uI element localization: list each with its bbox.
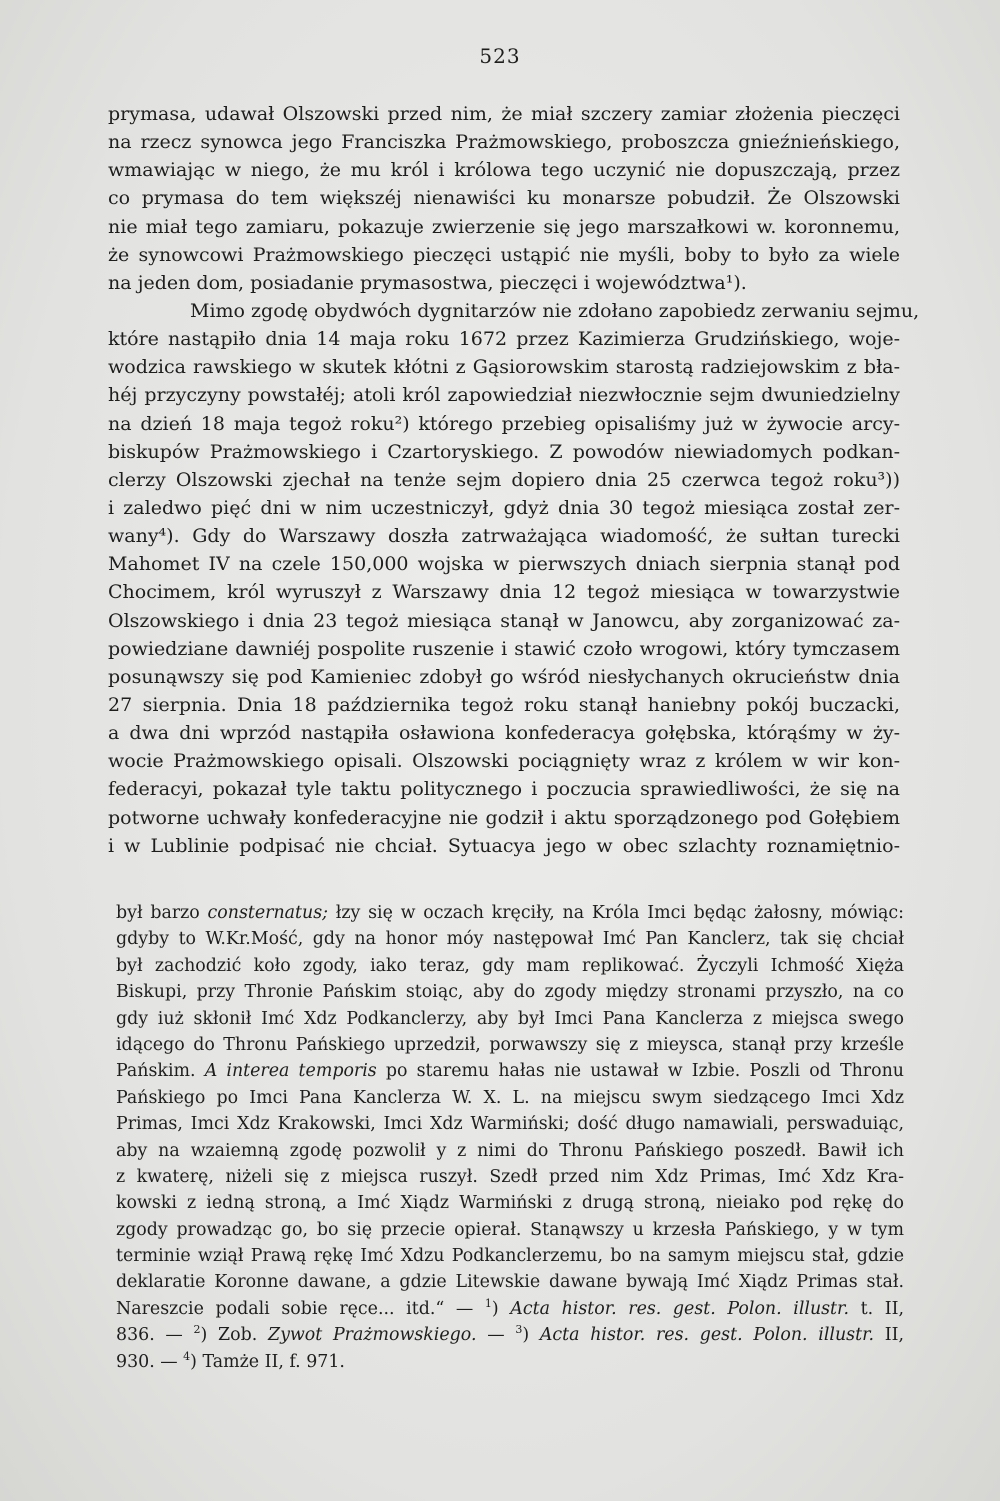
text-line: federacyi, pokazał tyle taktu politycznego i poczucia sprawiedliwości, że się na [108, 778, 900, 801]
footnote-text: 836. — [116, 1325, 194, 1346]
footnote-text: ) [491, 1298, 511, 1319]
footnote-line: Biskupi, przy Thronie Pańskim stoiąc, aby do zgody między stronami przyszło, na co [116, 982, 904, 1003]
text-line: i zaledwo pięć dni w nim uczestniczył, gdyż dnia 30 tegoż miesiąca został zer- [108, 496, 900, 519]
text-line: prymasa, udawał Olszowski przed nim, że miał szczery zamiar złożenia pieczęci [108, 103, 900, 125]
text-line: że synowcowi Prażmowskiego pieczęci ustąpić nie myśli, boby to było za wiele [108, 243, 900, 266]
citation-italic: Zywot Prażmowskiego. [267, 1325, 477, 1346]
footnote-line: aby na wzaiemną zgodę pozwolił y z nimi do Thronu Pańskiego poszedł. Bawił ich [116, 1140, 904, 1161]
footnote-text: ) Tamże II, f. 971. [190, 1351, 345, 1372]
footnote-line: terminie wziął Prawą rękę Imć Xdzu Podkanclerzemu, bo na samym miejscu stał, gdzie [116, 1246, 904, 1267]
text-line: na rzecz synowca jego Franciszka Prażmowskiego, proboszcza gnieźnieńskiego, [108, 131, 900, 154]
footnote-line: z kwaterę, niżeli się z miejsca ruszył. Szedł przed nim Xdz Primas, Imć Xdz Kra- [116, 1166, 904, 1187]
text-line: co prymasa do tem większéj nienawiści ku monarsze pobudził. Że Olszowski [108, 187, 900, 210]
footnote-text: po staremu hałas nie ustawał w Izbie. Poszli od Thronu [376, 1061, 904, 1082]
text-line: na jeden dom, posiadanie prymasostwa, pieczęci i województwa¹). [108, 271, 747, 294]
text-line: héj przyczyny powstałéj; atoli król zapowiedział niezwłocznie sejm dwuniedzielny [108, 384, 900, 407]
footnote-marker: 2 [193, 1323, 201, 1337]
text-line: clerzy Olszowski zjechał na tenże sejm dopiero dnia 25 czerwca tegoż roku³)) [108, 468, 900, 491]
footnote-text: 930. — [116, 1351, 184, 1372]
footnote-marker: 4 [183, 1349, 191, 1363]
text-line: potworne uchwały konfederacyjne nie godził i aktu sporządzonego pod Gołębiem [108, 806, 900, 829]
footnote-line [116, 1349, 904, 1375]
footnote-line: gdy iuż skłonił Imć Xdz Podkanclerzy, aby był Imci Pana Kanclerza z miejsca swego [116, 1008, 904, 1029]
text-line: i w Lublinie podpisać nie chciał. Sytuacya jego w obec szlachty roznamiętnio- [108, 834, 900, 857]
footnote-text: ) Zob. [200, 1325, 268, 1346]
text-line: wodzica rawskiego w skutek kłótni z Gąsiorowskim starostą radziejowskim z bła- [108, 356, 900, 379]
footnote-line [116, 1296, 904, 1322]
text-line: posunąwszy się pod Kamieniec zdobył go wśród niesłychanych okrucieństw dnia [108, 665, 900, 688]
text-line: nie miał tego zamiaru, pokazuje zwierzenie się jego marszałkowi w. koronnemu, [108, 215, 900, 238]
footnote-line: kowski z iedną stroną, a Imć Xiądz Warmiński z drugą stroną, nieiako pod rękę do [116, 1193, 904, 1214]
text-line: wmawiając w niego, że mu król i królowa tego uczynić nie dopuszczają, przez [108, 159, 900, 182]
footnote-line [116, 1322, 904, 1348]
text-line: 27 sierpnia. Dnia 18 października tegoż roku stanął haniebny pokój buczacki, [108, 693, 900, 716]
footnote-italic: consternatus; [207, 903, 329, 923]
footnote-line [116, 900, 904, 926]
text-line: na dzień 18 maja tegoż roku²) którego przebieg opisaliśmy już w żywocie arcy- [108, 412, 900, 435]
footnote-text: ) [522, 1325, 540, 1346]
footnote-marker: 1 [484, 1297, 492, 1311]
text-line: Mahomet IV na czele 150,000 wojska w pierwszych dniach sierpnia stanął pod [108, 553, 900, 576]
text-line: Chocimem, król wyruszył z Warszawy dnia 12 tegoż miesiąca w towarzystwie [108, 581, 900, 604]
page-number: 523 [479, 44, 521, 68]
main-text [108, 100, 920, 860]
footnote-line: Primas, Imci Xdz Krakowski, Imci Xdz Warmiński; dość długo namawiali, perswaduiąc, [116, 1114, 904, 1135]
text-line: Mimo zgodę obydwóch dygnitarzów nie zdołano zapobiedz zerwaniu sejmu, [190, 299, 920, 322]
footnote-text: był barzo [116, 903, 208, 923]
footnote-text: Nareszcie podali sobie ręce... itd.“ — [116, 1298, 485, 1319]
footnote-line: gdyby to W.Kr.Mość, gdy na honor móy następował Imć Pan Kanclerz, tak się chciał [116, 929, 904, 950]
citation-italic: Acta histor. res. gest. Polon. illustr. [510, 1298, 849, 1319]
footnote-line: Pańskiego po Imci Pana Kanclerza W. X. L. na miejscu swym siedzącego Imci Xdz [116, 1087, 904, 1108]
footnotes [116, 900, 904, 1375]
footnote-text: — [476, 1325, 516, 1346]
text-line: biskupów Prażmowskiego i Czartoryskiego. Z powodów niewiadomych podkan- [108, 440, 900, 463]
citation-italic: Acta histor. res. gest. Polon. illustr. [539, 1325, 875, 1346]
footnote-marker: 3 [515, 1323, 523, 1337]
footnote-text: II, [874, 1325, 904, 1346]
footnote-italic: A interea temporis [204, 1061, 377, 1082]
footnote-line [116, 1058, 904, 1084]
text-line: Olszowskiego i dnia 23 tegoż miesiąca stanął w Janowcu, aby zorganizować za- [108, 609, 900, 632]
text-line: wany⁴). Gdy do Warszawy doszła zatrważająca wiadomość, że sułtan turecki [108, 525, 900, 548]
footnote-text: łzy się w oczach kręciły, na Króla Imci będąc żałosny, mówiąc: [328, 903, 904, 923]
footnote-line: deklaratie Koronne dawane, a gdzie Litewskie dawane bywają Imć Xiądz Primas stał. [116, 1272, 904, 1293]
text-line: a dwa dni wprzód nastąpiła osławiona konfederacya gołębska, którąśmy w ży- [108, 722, 900, 745]
text-line: wocie Prażmowskiego opisali. Olszowski pociągnięty wraz z królem w wir kon- [108, 750, 900, 773]
footnote-line: idącego do Thronu Pańskiego uprzedził, porwawszy się z mieysca, stanął przy krześle [116, 1034, 904, 1055]
text-line: powiedziane dawniéj pospolite ruszenie i stawić czoło wrogowi, który tymczasem [108, 637, 900, 660]
footnote-text: t. II, [848, 1298, 904, 1319]
text-line: które nastąpiło dnia 14 maja roku 1672 przez Kazimierza Grudzińskiego, woje- [108, 328, 900, 351]
footnote-line: był zachodzić koło zgody, iako teraz, gdy mam replikować. Życzyli Ichmość Xięża [116, 955, 904, 976]
footnote-text: Pańskim. [116, 1061, 205, 1082]
footnote-line: zgody prowadząc go, bo się przecie opierał. Stanąwszy u krzesła Pańskiego, y w tym [116, 1219, 904, 1240]
